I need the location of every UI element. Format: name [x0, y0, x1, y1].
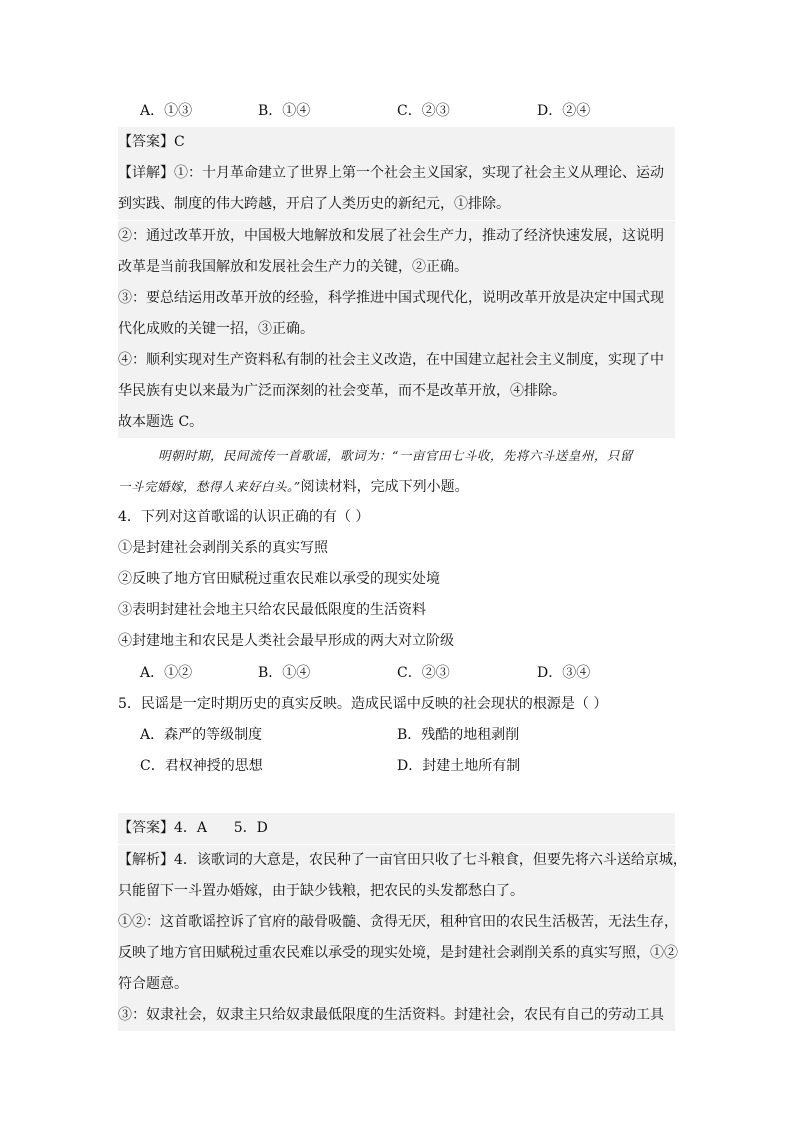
explanation-line: ③：要总结运用改革开放的经验，科学推进中国式现代化，说明改革开放是决定中国式现	[118, 283, 675, 314]
answer-line	[118, 813, 675, 844]
explanation-label: 【详解】	[118, 165, 174, 181]
q3-option-d: D．②④	[537, 103, 591, 119]
q3-option-a: A．①③	[140, 103, 193, 119]
analysis-line: 符合题意。	[118, 969, 675, 1000]
analysis-line: ③：奴隶社会，奴隶主只给奴隶最低限度的生活资料。封建社会，农民有自己的劳动工具	[118, 1000, 675, 1031]
material-instruction: 阅读材料，完成下列小题。	[300, 479, 469, 495]
analysis-line	[118, 845, 687, 876]
analysis-line: 只能留下一斗置办婚嫁，由于缺少钱粮，把农民的头发都愁白了。	[118, 876, 675, 907]
answer-value: 4．A 5．D	[174, 820, 268, 836]
q5-option-c: C．君权神授的思想	[140, 758, 263, 774]
question-4-statement: ③表明封建社会地主只给农民最低限度的生活资料	[118, 602, 426, 618]
answer-label: 【答案】	[118, 134, 174, 150]
q3-option-b: B．①④	[258, 103, 311, 119]
material-poem-line-2: 一斗完婚嫁，愁得人来好白头。”阅读材料，完成下列小题。	[118, 479, 469, 495]
explanation-line: 到实践、制度的伟大跨越，开启了人类历史的新纪元，①排除。	[118, 189, 675, 220]
q3-option-c: C．②③	[397, 103, 450, 119]
explanation-line	[118, 158, 675, 189]
q5-option-d: D．封建土地所有制	[397, 758, 521, 774]
q4-option-b: B．①④	[258, 665, 311, 681]
q4-option-d: D．③④	[537, 665, 591, 681]
question-4-statement: ①是封建社会剥削关系的真实写照	[118, 540, 328, 556]
question-4-statement: ④封建地主和农民是人类社会最早形成的两大对立阶级	[118, 633, 454, 649]
question-4-statement: ②反映了地方官田赋税过重农民难以承受的现实处境	[118, 571, 440, 587]
explanation-text: ①：十月革命建立了世界上第一个社会主义国家，实现了社会主义从理论、运动	[174, 165, 664, 181]
q4-option-c: C．②③	[397, 665, 450, 681]
answer-line	[118, 127, 675, 158]
analysis-line: ①②：这首歌谣控诉了官府的敲骨吸髓、贪得无厌，租种官田的农民生活极苦，无法生存，	[118, 907, 675, 938]
answer-value: C	[174, 134, 185, 150]
q5-option-b: B．残酷的地租剥削	[397, 727, 520, 743]
question-4-stem: 4．下列对这首歌谣的认识正确的有（ ）	[118, 509, 370, 525]
q4-option-a: A．①②	[140, 665, 193, 681]
q5-option-a: A．森严的等级制度	[140, 727, 263, 743]
analysis-text: 4．该歌词的大意是，农民种了一亩官田只收了七斗粮食，但要先将六斗送给京城，	[174, 852, 687, 868]
question-5-stem: 5．民谣是一定时期历史的真实反映。造成民谣中反映的社会现状的根源是（ ）	[118, 696, 608, 712]
explanation-line: 故本题选 C。	[118, 407, 675, 438]
explanation-line: 改革是当前我国解放和发展社会生产力的关键，②正确。	[118, 252, 675, 283]
explanation-line: 代化成败的关键一招，③正确。	[118, 314, 675, 345]
analysis-label: 【解析】	[118, 852, 174, 868]
explanation-line: ④：顺利实现对生产资料私有制的社会主义改造，在中国建立起社会主义制度，实现了中	[118, 345, 675, 376]
answer-label: 【答案】	[118, 820, 174, 836]
analysis-line: 反映了地方官田赋税过重农民难以承受的现实处境，是封建社会剥削关系的真实写照，①②	[118, 938, 675, 969]
explanation-line: 华民族有史以来最为广泛而深刻的社会变革，而不是改革开放，④排除。	[118, 376, 675, 407]
explanation-line: ②：通过改革开放，中国极大地解放和发展了社会生产力，推动了经济快速发展，这说明	[118, 221, 675, 252]
material-poem-line-1: 明朝时期，民间流传一首歌谣，歌词为：“一亩官田七斗收，先将六斗送皇州，只留	[158, 448, 633, 463]
